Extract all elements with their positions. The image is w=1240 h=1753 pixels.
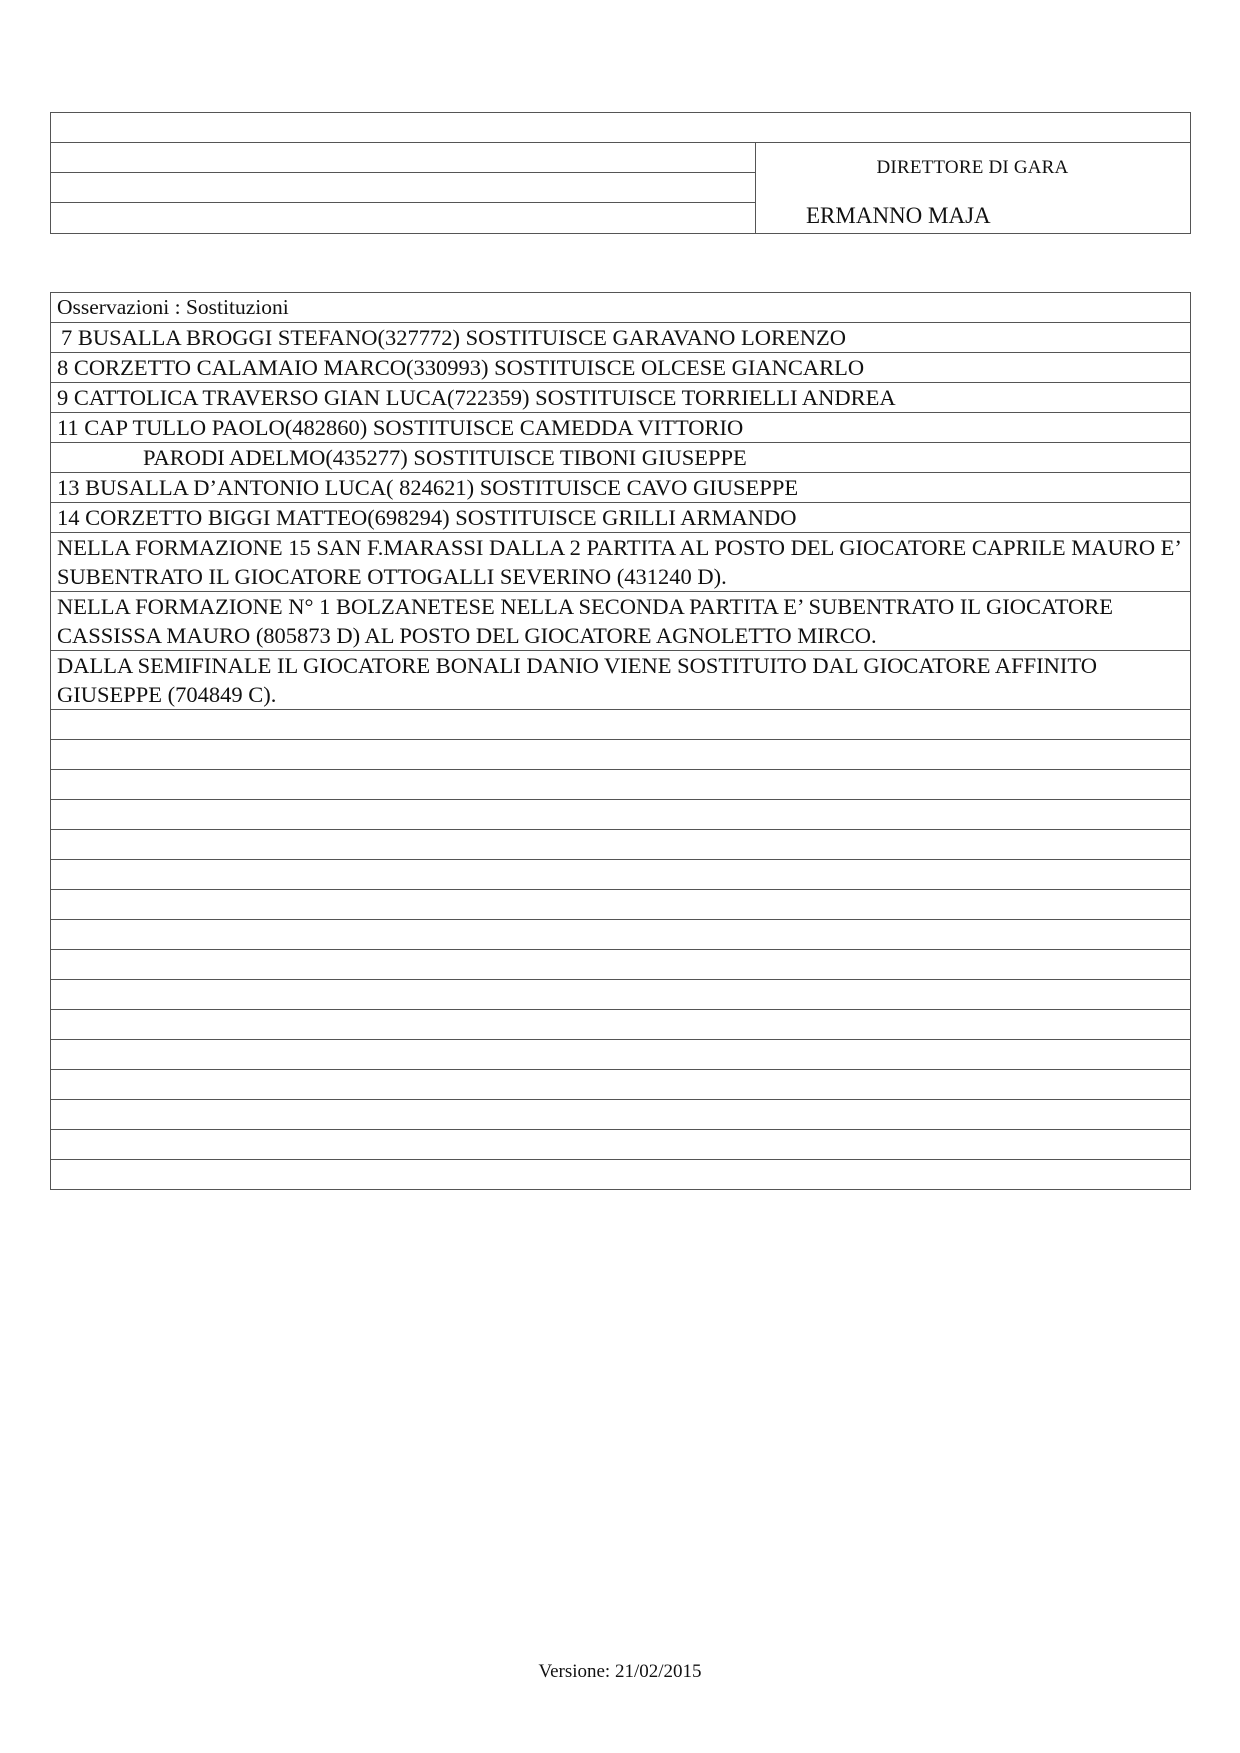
header-empty-cell — [51, 173, 755, 203]
empty-row — [51, 920, 1190, 950]
substitution-note: DALLA SEMIFINALE IL GIOCATORE BONALI DANIO VIENE SOSTITUITO DAL GIOCATORE AFFINITO GIUSEPPE (704849 C). — [51, 651, 1190, 710]
empty-row — [51, 740, 1190, 770]
empty-row — [51, 1100, 1190, 1130]
header-left-cells — [51, 143, 756, 233]
substitution-line: 9 CATTOLICA TRAVERSO GIAN LUCA(722359) SOSTITUISCE TORRIELLI ANDREA — [51, 383, 1190, 413]
substitution-line: 14 CORZETTO BIGGI MATTEO(698294) SOSTITUISCE GRILLI ARMANDO — [51, 503, 1190, 533]
version-footer: Versione: 21/02/2015 — [538, 1661, 702, 1682]
empty-row — [51, 1130, 1190, 1160]
header-empty-cell — [51, 143, 755, 173]
empty-row — [51, 1070, 1190, 1100]
substitution-line: PARODI ADELMO(435277) SOSTITUISCE TIBONI GIUSEPPE — [51, 443, 1190, 473]
empty-row — [51, 860, 1190, 890]
director-cell — [756, 143, 1189, 233]
empty-row — [51, 1040, 1190, 1070]
empty-row — [51, 770, 1190, 800]
empty-row — [51, 1010, 1190, 1040]
empty-row — [51, 710, 1190, 740]
empty-row — [51, 830, 1190, 860]
empty-row — [51, 800, 1190, 830]
substitution-note: NELLA FORMAZIONE N° 1 BOLZANETESE NELLA SECONDA PARTITA E’ SUBENTRATO IL GIOCATORE CASSISSA MAURO (805873 D) AL POSTO DEL GIOCATORE AGNOLETTO MIRCO. — [51, 592, 1190, 651]
director-name: ERMANNO MAJA — [806, 203, 991, 228]
substitution-note: NELLA FORMAZIONE 15 SAN F.MARASSI DALLA 2 PARTITA AL POSTO DEL GIOCATORE CAPRILE MAURO E’ SUBENTRATO IL GIOCATORE OTTOGALLI SEVERINO (431240 D). — [51, 533, 1190, 592]
empty-row — [51, 950, 1190, 980]
observations-title: Osservazioni : Sostituzioni — [51, 293, 1190, 323]
substitution-line: 11 CAP TULLO PAOLO(482860) SOSTITUISCE CAMEDDA VITTORIO — [51, 413, 1190, 443]
observations-table — [50, 292, 1191, 1190]
director-label: DIRETTORE DI GARA — [876, 157, 1069, 178]
empty-row — [51, 1160, 1190, 1190]
empty-row — [51, 890, 1190, 920]
header-empty-cell — [51, 203, 755, 233]
substitution-line: 7 BUSALLA BROGGI STEFANO(327772) SOSTITUISCE GARAVANO LORENZO — [51, 323, 1190, 353]
header-empty-row — [51, 113, 1190, 143]
substitution-line: 8 CORZETTO CALAMAIO MARCO(330993) SOSTITUISCE OLCESE GIANCARLO — [51, 353, 1190, 383]
empty-row — [51, 980, 1190, 1010]
header-table — [50, 112, 1191, 234]
substitution-line: 13 BUSALLA D’ANTONIO LUCA( 824621) SOSTITUISCE CAVO GIUSEPPE — [51, 473, 1190, 503]
